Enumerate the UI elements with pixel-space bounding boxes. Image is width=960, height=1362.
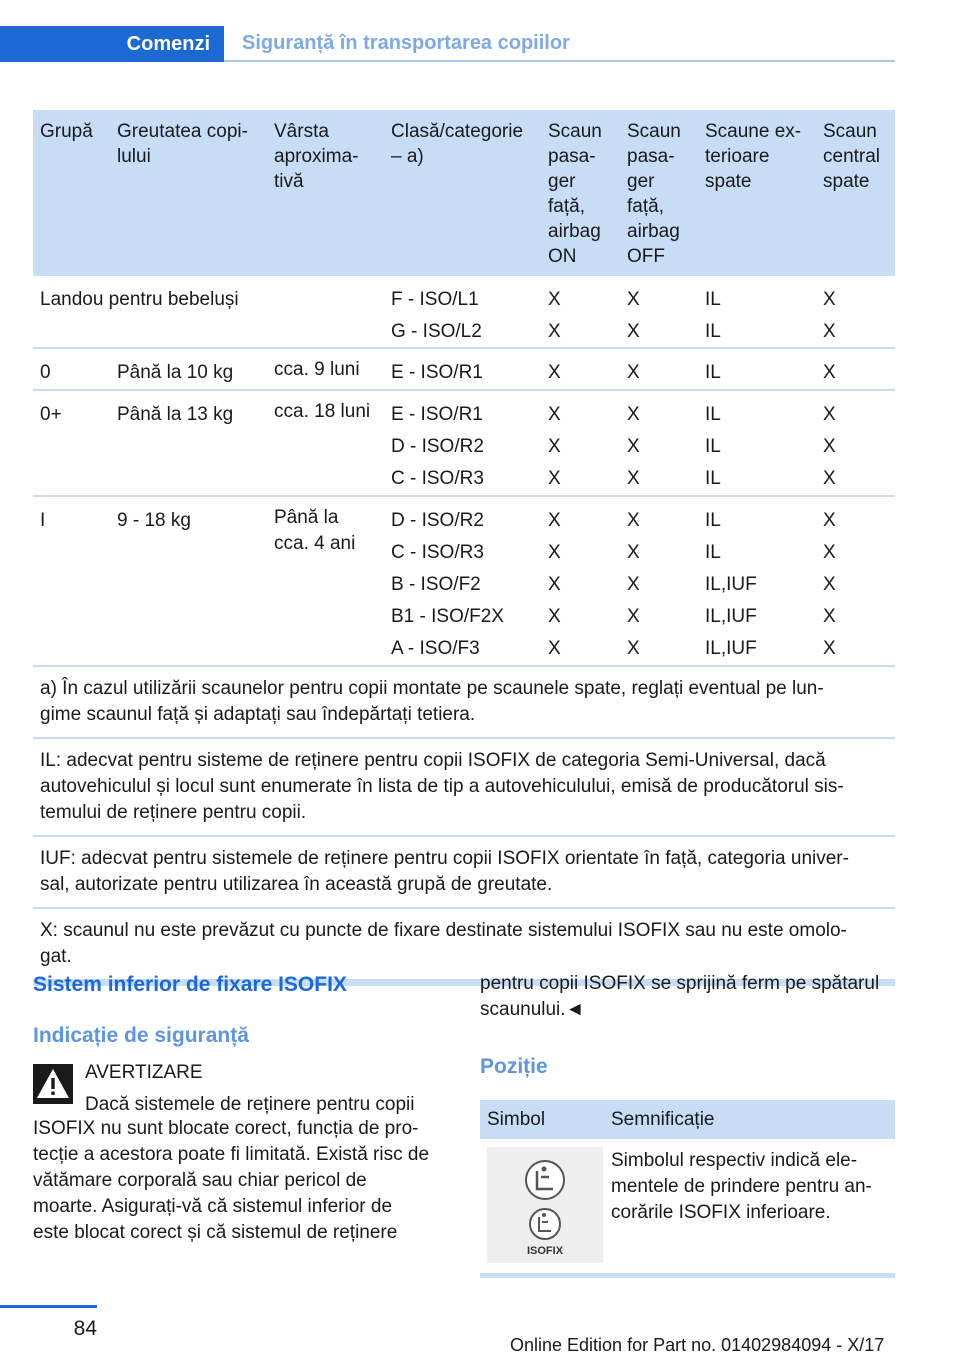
cell-value: X bbox=[548, 606, 561, 627]
cell-value: X bbox=[548, 436, 561, 457]
cell-value: E - ISO/R1 bbox=[391, 404, 483, 425]
subheading-safety: Indicație de siguranță bbox=[33, 1024, 249, 1047]
col-symbol: Simbol bbox=[487, 1109, 546, 1130]
cell-value: X bbox=[548, 321, 561, 342]
cell-value: IL bbox=[705, 510, 721, 531]
section-heading: Sistem inferior de fixare ISOFIX bbox=[33, 973, 347, 996]
cell-value: A - ISO/F3 bbox=[391, 638, 480, 659]
weight-cell: Până la 13 kg bbox=[117, 404, 234, 425]
col-front-off: Scaun pasa- ger față, airbag OFF bbox=[627, 121, 681, 267]
warning-icon bbox=[33, 1064, 73, 1104]
cell-value: X bbox=[823, 289, 836, 310]
cell-value: D - ISO/R2 bbox=[391, 510, 484, 531]
cell-value: IL bbox=[705, 362, 721, 383]
rear-center-cell bbox=[823, 399, 836, 495]
cell-value: X bbox=[548, 542, 561, 563]
cell-value: X bbox=[823, 574, 836, 595]
symbol-table-header bbox=[480, 1100, 895, 1139]
cell-value: X bbox=[823, 468, 836, 489]
table-note: IUF: adecvat pentru sistemele de reținere pentru copii ISOFIX orientate în față, categoria univer- sal, autorizate pentru utilizarea în această grupă de greutate. bbox=[33, 837, 895, 909]
group-cell: 0+ bbox=[40, 404, 62, 425]
front-off-cell bbox=[627, 357, 640, 389]
cell-value: X bbox=[823, 404, 836, 425]
rear-center-cell bbox=[823, 505, 836, 665]
col-class: Clasă/categorie – a) bbox=[391, 121, 524, 167]
weight-cell: 9 - 18 kg bbox=[117, 510, 191, 531]
cell-value: X bbox=[627, 606, 640, 627]
col-meaning: Semnificație bbox=[611, 1109, 715, 1130]
footer-rule bbox=[0, 1305, 97, 1308]
rear-center-cell bbox=[823, 357, 836, 389]
group-cell: I bbox=[40, 510, 46, 531]
symbol-table bbox=[480, 1100, 895, 1278]
cell-value: C - ISO/R3 bbox=[391, 468, 484, 489]
col-rear-center: Scaun central spate bbox=[823, 121, 881, 192]
page-header bbox=[0, 26, 960, 62]
cell-value: X bbox=[627, 321, 640, 342]
table-note: X: scaunul nu este prevăzut cu puncte de fixare destinate sistemului ISOFIX sau nu este omolo- gat. bbox=[33, 909, 895, 981]
cell-value: B1 - ISO/F2X bbox=[391, 606, 504, 627]
cell-value: X bbox=[823, 606, 836, 627]
age-cell: Până la cca. 4 ani bbox=[274, 507, 356, 554]
table-note: IL: adecvat pentru sisteme de reținere pentru copii ISOFIX de categoria Semi-Universal, dacă autovehiculul și locul sunt enumerate în lista de tip a autovehiculului, emisă de producătorul sis- temului de reținere pentru copii. bbox=[33, 739, 895, 837]
front-off-cell bbox=[627, 505, 640, 665]
col-age: Vârsta aproxima- tivă bbox=[274, 121, 359, 192]
col-front-on: Scaun pasa- ger față, airbag ON bbox=[548, 121, 602, 267]
chapter-tab[interactable]: Comenzi bbox=[0, 26, 224, 62]
weight-cell: Până la 10 kg bbox=[117, 362, 234, 383]
cell-value: E - ISO/R1 bbox=[391, 362, 483, 383]
cell-value: D - ISO/R2 bbox=[391, 436, 484, 457]
table-note: a) În cazul utilizării scaunelor pentru copii montate pe scaunele spate, reglați eventual pe lun- gime scaunul față și adaptați sau îndepărtați tetiera. bbox=[33, 667, 895, 739]
warning-label: AVERTIZARE bbox=[85, 1062, 203, 1083]
front-on-cell bbox=[548, 505, 561, 665]
cell-value: IL bbox=[705, 289, 721, 310]
continued-text: pentru copii ISOFIX se sprijină ferm pe spătarul scaunului.◄ bbox=[480, 973, 880, 1020]
symbol-table-end-rule bbox=[480, 1273, 895, 1278]
rear-outer-cell bbox=[705, 284, 721, 348]
front-on-cell bbox=[548, 399, 561, 495]
front-on-cell bbox=[548, 357, 561, 389]
warning-first-line: Dacă sistemele de reținere pentru copii bbox=[85, 1094, 415, 1115]
cell-value: X bbox=[548, 404, 561, 425]
cell-value: X bbox=[627, 468, 640, 489]
cell-value: X bbox=[548, 362, 561, 383]
page-number: 84 bbox=[73, 1317, 97, 1340]
col-weight: Greutatea copi- lului bbox=[117, 121, 248, 167]
rear-center-cell bbox=[823, 284, 836, 348]
table-row bbox=[33, 349, 895, 391]
group-cell: 0 bbox=[40, 362, 51, 383]
cell-value: X bbox=[627, 362, 640, 383]
cell-value: IL,IUF bbox=[705, 606, 757, 627]
group-cell: Landou pentru bebeluși bbox=[40, 289, 239, 310]
cell-value: X bbox=[548, 510, 561, 531]
rear-outer-cell bbox=[705, 505, 757, 665]
cell-value: IL bbox=[705, 321, 721, 342]
symbol-row bbox=[480, 1139, 895, 1273]
cell-value: IL bbox=[705, 404, 721, 425]
col-group: Grupă bbox=[40, 121, 93, 142]
age-cell: cca. 9 luni bbox=[274, 359, 360, 380]
classes-cell bbox=[391, 284, 482, 348]
cell-value: X bbox=[627, 542, 640, 563]
cell-value: X bbox=[548, 289, 561, 310]
cell-value: IL bbox=[705, 436, 721, 457]
cell-value: C - ISO/R3 bbox=[391, 542, 484, 563]
cell-value: IL,IUF bbox=[705, 638, 757, 659]
cell-value: X bbox=[627, 436, 640, 457]
cell-value: X bbox=[548, 638, 561, 659]
warning-text: ISOFIX nu sunt blocate corect, funcția de pro- tecție a acestora poate fi limitată. Există risc de vătămare corporală sau chiar pericol de moarte. Asigurați-vă că sistemul inferior de este blocat corect și că sistemul de reținere bbox=[33, 1118, 430, 1243]
isofix-label: ISOFIX bbox=[526, 1245, 564, 1257]
rear-outer-cell bbox=[705, 399, 721, 495]
cell-value: X bbox=[627, 638, 640, 659]
edition-text: Online Edition for Part no. 01402984094 - X/17 bbox=[510, 1335, 885, 1355]
cell-value: IL bbox=[705, 542, 721, 563]
cell-value: X bbox=[627, 404, 640, 425]
section-title[interactable]: Siguranță în transportarea copiilor bbox=[242, 32, 570, 54]
cell-value: X bbox=[823, 510, 836, 531]
table-row bbox=[33, 391, 895, 497]
front-on-cell bbox=[548, 284, 561, 348]
cell-value: X bbox=[823, 638, 836, 659]
classes-cell bbox=[391, 399, 484, 495]
cell-value: B - ISO/F2 bbox=[391, 574, 481, 595]
table-row bbox=[33, 497, 895, 667]
cell-value: IL,IUF bbox=[705, 574, 757, 595]
cell-value: X bbox=[823, 362, 836, 383]
cell-value: X bbox=[823, 542, 836, 563]
classes-cell bbox=[391, 357, 483, 389]
age-cell: cca. 18 luni bbox=[274, 401, 371, 422]
subheading-position: Poziție bbox=[480, 1055, 548, 1078]
classes-cell bbox=[391, 505, 504, 665]
symbol-meaning: Simbolul respectiv indică ele- mentele de prindere pentru an- corările ISOFIX inferioare. bbox=[611, 1150, 872, 1223]
cell-value: G - ISO/L2 bbox=[391, 321, 482, 342]
front-off-cell bbox=[627, 284, 640, 348]
rear-outer-cell bbox=[705, 357, 721, 389]
cell-value: X bbox=[627, 289, 640, 310]
cell-value: X bbox=[823, 321, 836, 342]
front-off-cell bbox=[627, 399, 640, 495]
cell-value: X bbox=[627, 510, 640, 531]
table-row bbox=[33, 276, 895, 349]
cell-value: X bbox=[823, 436, 836, 457]
header-rule bbox=[224, 60, 895, 62]
col-rear-outer: Scaune ex- terioare spate bbox=[705, 121, 802, 192]
cell-value: X bbox=[627, 574, 640, 595]
cell-value: F - ISO/L1 bbox=[391, 289, 479, 310]
cell-value: IL bbox=[705, 468, 721, 489]
cell-value: X bbox=[548, 574, 561, 595]
isofix-symbol bbox=[487, 1147, 603, 1263]
cell-value: X bbox=[548, 468, 561, 489]
table-header bbox=[33, 110, 895, 276]
isofix-table bbox=[33, 110, 895, 986]
